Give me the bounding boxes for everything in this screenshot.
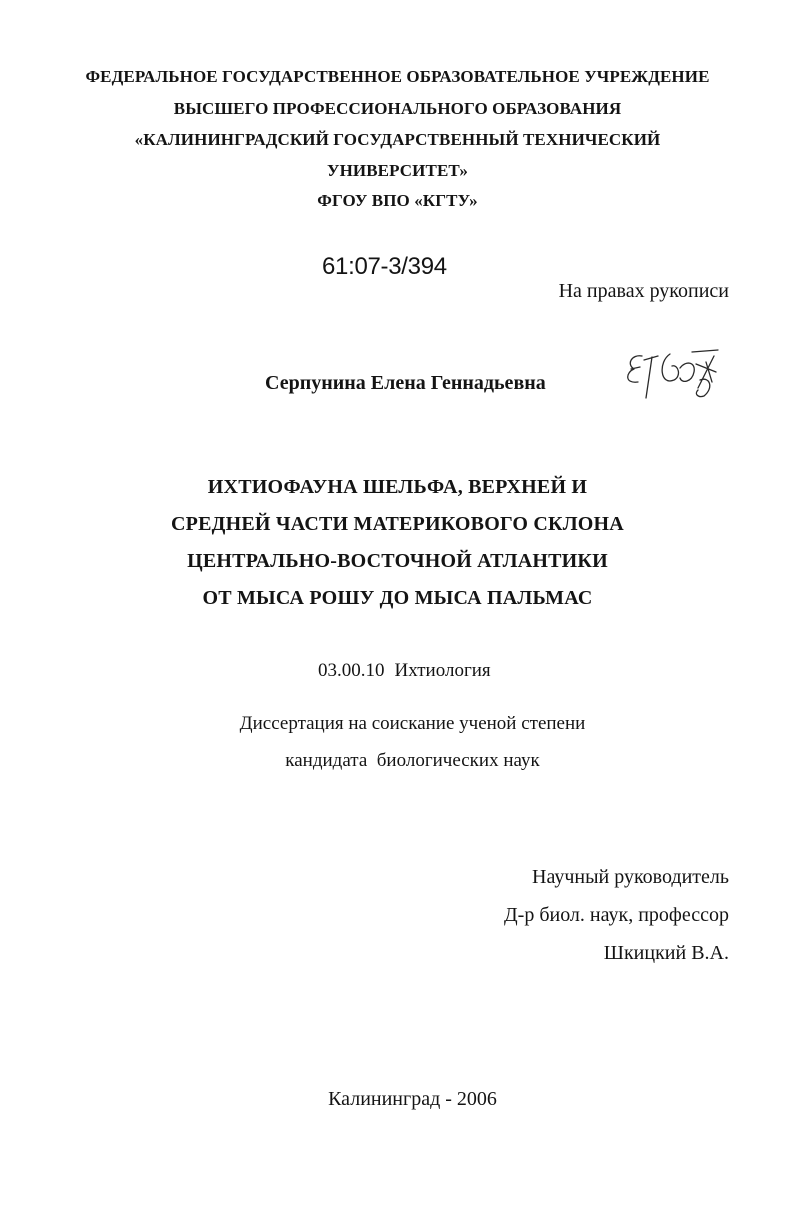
author-name: Серпунина Елена Геннадьевна	[265, 372, 546, 394]
thesis-title-line-4: ОТ МЫСА РОШУ ДО МЫСА ПАЛЬМАС	[202, 587, 593, 609]
degree-line-2: кандидата биологических наук	[285, 750, 540, 771]
supervisor-role: Научный руководитель	[532, 866, 729, 888]
institution-line-4: УНИВЕРСИТЕТ»	[327, 161, 468, 180]
institution-line-1: ФЕДЕРАЛЬНОЕ ГОСУДАРСТВЕННОЕ ОБРАЗОВАТЕЛЬНОЕ УЧРЕЖДЕНИЕ	[85, 67, 710, 86]
supervisor-rank: Д-р биол. наук, профессор	[504, 904, 729, 926]
institution-line-2: ВЫСШЕГО ПРОФЕССИОНАЛЬНОГО ОБРАЗОВАНИЯ	[173, 99, 622, 118]
specialty	[318, 660, 491, 682]
thesis-title-line-3: ЦЕНТРАЛЬНО-ВОСТОЧНОЙ АТЛАНТИКИ	[187, 550, 608, 572]
specialty-name: Ихтиология	[394, 660, 491, 681]
library-code: 61:07-3/394	[322, 253, 447, 280]
manuscript-note: На правах рукописи	[558, 280, 729, 302]
handwritten-signature-icon	[622, 342, 722, 404]
thesis-title-line-1: ИХТИОФАУНА ШЕЛЬФА, ВЕРХНЕЙ И	[207, 476, 588, 498]
supervisor-name: Шкицкий В.А.	[603, 942, 729, 964]
thesis-title-line-2: СРЕДНЕЙ ЧАСТИ МАТЕРИКОВОГО СКЛОНА	[171, 513, 624, 535]
institution-abbreviation: ФГОУ ВПО «КГТУ»	[317, 191, 478, 210]
specialty-code: 03.00.10	[318, 660, 385, 681]
city-year: Калининград - 2006	[328, 1088, 497, 1110]
degree-line-1: Диссертация на соискание ученой степени	[239, 713, 586, 734]
institution-line-3: «КАЛИНИНГРАДСКИЙ ГОСУДАРСТВЕННЫЙ ТЕХНИЧЕСКИЙ	[134, 130, 661, 149]
